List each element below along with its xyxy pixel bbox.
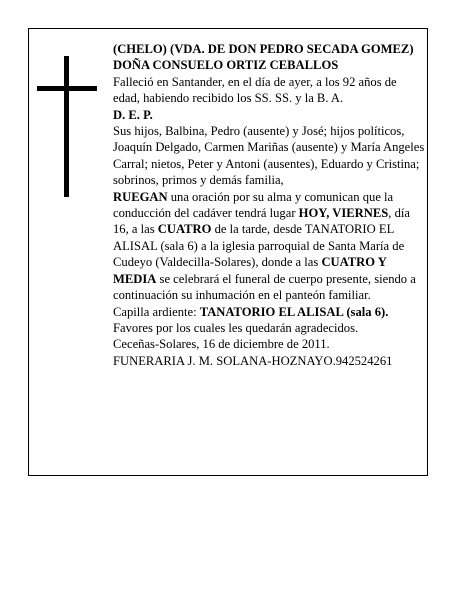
thanks-line: Favores por los cuales les quedarán agradecidos.	[113, 320, 359, 335]
hour-highlight: CUATRO	[157, 222, 212, 237]
dep-line: D. E. P.	[113, 107, 153, 122]
deceased-name: DOÑA CONSUELO ORTIZ CEBALLOS	[113, 58, 339, 73]
request-text-2: , día 16, a las	[113, 206, 410, 237]
funeral-home: FUNERARIA J. M. SOLANA-HOZNAYO.942524261	[113, 353, 393, 368]
chapel-value: TANATORIO EL ALISAL (sala 6).	[199, 304, 389, 319]
request-text-1: una oración por su alma y comunican que la conducción del cadáver tendrá lugar	[113, 189, 394, 221]
funeral-request	[113, 189, 425, 304]
alias-line: (CHELO) (VDA. DE DON PEDRO SECADA GOMEZ)	[113, 42, 414, 56]
cross-vertical-bar	[64, 56, 69, 197]
funeral-hour-highlight: CUATRO Y MEDIA	[113, 255, 387, 286]
chapel-label: Capilla ardiente:	[113, 304, 200, 319]
family-list: Sus hijos, Balbina, Pedro (ausente) y José; hijos políticos, Joaquín Delgado, Carmen Mariñas (ausente) y María Angeles Carral; nietos, Peter y Antoni (ausentes), Eduardo y Cristina; sobrinos, primos y demás familia,	[113, 124, 425, 188]
chapel-line	[113, 304, 425, 320]
request-text-4: se celebrará el funeral de cuerpo presente, siendo a continuación su inhumación en el panteón familiar.	[113, 271, 416, 303]
cross-horizontal-bar	[37, 86, 97, 91]
day-highlight: HOY, VIERNES	[298, 206, 389, 221]
death-notice: Falleció en Santander, en el día de ayer, a los 92 años de edad, habiendo recibido los SS. SS. y la B. A.	[113, 74, 397, 106]
request-text-3: de la tarde, desde TANATORIO EL ALISAL (sala 6) a la iglesia parroquial de Santa María de Cudeyo (Valdecilla-Solares), donde a las	[113, 222, 405, 270]
obituary-text	[113, 41, 425, 369]
ruegan-word: RUEGAN	[113, 189, 168, 204]
place-date: Ceceñas-Solares, 16 de diciembre de 2011.	[113, 337, 330, 352]
